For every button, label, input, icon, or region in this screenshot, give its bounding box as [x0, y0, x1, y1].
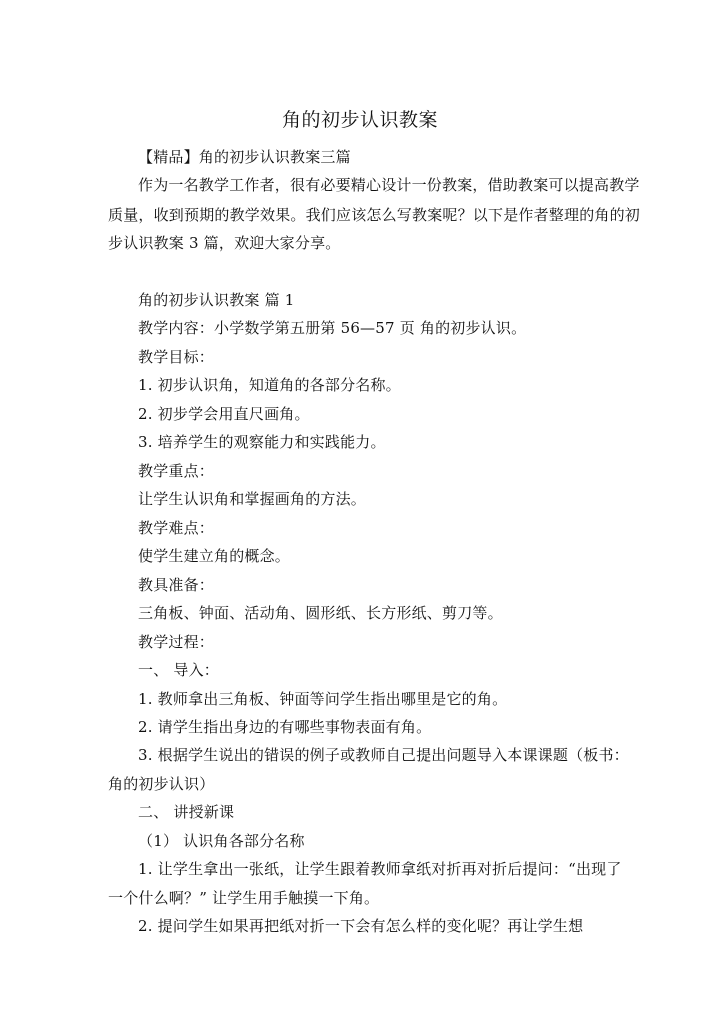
list-item: 2. 请学生指出身边的有哪些事物表面有角。	[138, 718, 432, 736]
section-heading: 二、 讲授新课	[138, 803, 235, 821]
section-heading: 一、 导入：	[138, 661, 219, 679]
label-line: 教学目标：	[138, 348, 215, 366]
paragraph-line: 角的初步认识）	[108, 775, 215, 793]
paragraph-line: 一个什么啊？” 让学生用手触摸一下角。	[108, 889, 380, 907]
paragraph-line: 质量，收到预期的教学效果。我们应该怎么写教案呢？以下是作者整理的角的初	[108, 206, 641, 224]
list-item: 1. 教师拿出三角板、钟面等问学生指出哪里是它的角。	[138, 690, 508, 708]
list-item: 2. 初步学会用直尺画角。	[138, 405, 310, 423]
label-line: 教学重点：	[138, 462, 215, 480]
list-item: 2. 提问学生如果再把纸对折一下会有怎么样的变化呢？再让学生想	[138, 917, 584, 935]
list-item: 1. 初步认识角，知道角的各部分名称。	[138, 376, 401, 394]
list-item: 1. 让学生拿出一张纸，让学生跟着教师拿纸对折再对折后提问：“出现了	[138, 860, 622, 878]
paragraph-line: 使学生建立角的概念。	[138, 547, 291, 565]
label-line: 教学难点：	[138, 519, 215, 537]
paragraph-line: 三角板、钟面、活动角、圆形纸、长方形纸、剪刀等。	[138, 604, 503, 622]
paragraph-line: 教学内容：小学数学第五册第 56—57 页 角的初步认识。	[138, 319, 527, 337]
label-line: 教学过程：	[138, 633, 215, 651]
paragraph-line: 步认识教案 3 篇，欢迎大家分享。	[108, 234, 341, 252]
subsection-heading: （1） 认识角各部分名称	[138, 832, 305, 850]
subtitle: 【精品】角的初步认识教案三篇	[138, 148, 351, 166]
paragraph-line: 作为一名教学工作者，很有必要精心设计一份教案，借助教案可以提高教学	[138, 176, 640, 194]
paragraph-line: 让学生认识角和掌握画角的方法。	[138, 490, 367, 508]
section-heading: 角的初步认识教案 篇 1	[138, 291, 295, 309]
list-item: 3. 培养学生的观察能力和实践能力。	[138, 433, 386, 451]
list-item: 3. 根据学生说出的错误的例子或教师自己提出问题导入本课课题（板书：	[138, 746, 629, 764]
label-line: 教具准备：	[138, 576, 215, 594]
document-title: 角的初步认识教案	[281, 109, 438, 131]
